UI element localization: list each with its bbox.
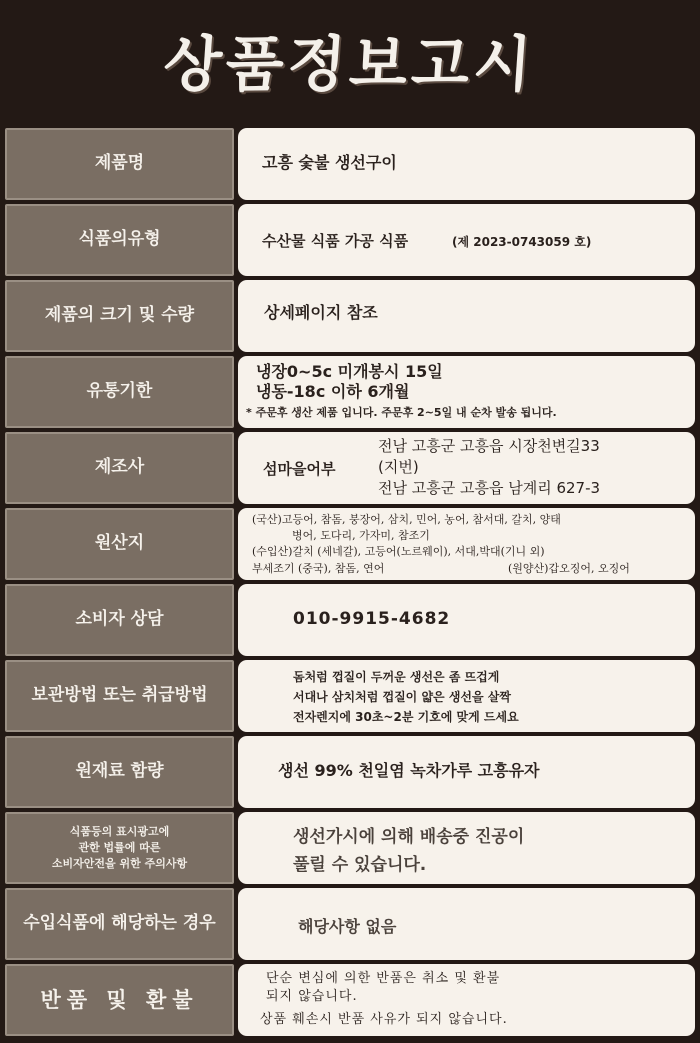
safety-line-1: 생선가시에 의해 배송중 진공이	[293, 827, 525, 847]
manufacturer-address-lot: 전남 고흥군 고흥읍 남계리 627-3	[378, 479, 601, 497]
page-title: 상품정보고시	[161, 30, 538, 100]
ingredients-text: 생선 99% 천일염 녹차가루 고흥유자	[278, 761, 540, 780]
row-storage	[5, 659, 695, 735]
row-imported-food	[5, 887, 695, 963]
label-safety-line-1: 식품등의 표시광고에	[69, 825, 170, 839]
row-origin	[5, 507, 695, 583]
label-safety-line-3: 소비자안전을 위한 주의사항	[51, 856, 188, 870]
value-returns	[238, 964, 695, 1036]
value-storage	[238, 660, 695, 732]
size-quantity-text: 상세페이지 참조	[264, 303, 378, 322]
value-origin	[238, 508, 695, 580]
imported-food-text: 해당사항 없음	[298, 917, 397, 936]
value-safety	[238, 812, 695, 884]
row-returns	[5, 963, 695, 1039]
manufacturer-address-lot-label: (지번)	[378, 458, 419, 476]
row-ingredients	[5, 735, 695, 811]
consumer-phone: 010-9915-4682	[293, 609, 451, 629]
returns-line-2: 되지 않습니다.	[266, 989, 358, 1004]
label-origin: 원산지	[5, 508, 234, 580]
origin-deep-sea: (원양산)갑오징어, 오징어	[508, 562, 630, 575]
origin-imported: (수입산)갈치 (세네갈), 고등어(노르웨이), 서대,박대(기니 외)	[252, 545, 545, 558]
label-food-type: 식품의유형	[5, 204, 234, 276]
label-manufacturer: 제조사	[5, 432, 234, 504]
food-type-text: 수산물 식품 가공 식품	[262, 232, 409, 250]
product-name-text: 고흥 숯불 생선구이	[262, 153, 397, 172]
value-food-type	[238, 204, 695, 276]
storage-line-2: 서대나 삼치처럼 껍질이 얇은 생선을 살짝	[293, 690, 511, 704]
label-safety-line-2: 관한 법률에 따른	[78, 841, 161, 855]
header	[0, 0, 700, 120]
origin-imported-cont: 부세조기 (중국), 참돔, 연어	[252, 562, 385, 575]
label-ingredients: 원재료 함량	[5, 736, 234, 808]
info-table	[5, 127, 695, 1039]
value-manufacturer	[238, 432, 695, 504]
label-storage: 보관방법 또는 취급방법	[5, 660, 234, 732]
value-imported-food	[238, 888, 695, 960]
label-consumer-contact: 소비자 상담	[5, 584, 234, 656]
origin-domestic: (국산)고등어, 참돔, 붕장어, 삼치, 민어, 농어, 참서대, 갈치, 양태	[252, 513, 561, 526]
storage-line-3: 전자렌지에 30초~2분 기호에 맞게 드세요	[293, 710, 519, 724]
row-consumer-contact	[5, 583, 695, 659]
value-size-quantity	[238, 280, 695, 352]
label-returns: 반품 및 환불	[5, 964, 234, 1036]
row-food-type	[5, 203, 695, 279]
row-manufacturer	[5, 431, 695, 507]
storage-line-1: 돔처럼 껍질이 두꺼운 생선은 좀 뜨겁게	[293, 670, 500, 684]
manufacturer-address-road: 전남 고흥군 고흥읍 시장천변길33	[378, 437, 600, 455]
manufacturer-name: 섬마을어부	[263, 460, 336, 478]
row-expiry	[5, 355, 695, 431]
value-expiry	[238, 356, 695, 428]
expiry-refrigerated: 냉장0~5c 미개봉시 15일	[256, 362, 443, 381]
returns-line-1: 단순 변심에 의한 반품은 취소 및 환불	[266, 971, 501, 986]
label-product-name: 제품명	[5, 128, 234, 200]
origin-domestic-cont: 병어, 도다리, 가자미, 참조기	[292, 529, 430, 542]
row-safety	[5, 811, 695, 887]
safety-line-2: 풀릴 수 있습니다.	[293, 855, 427, 875]
returns-line-3: 상품 훼손시 반품 사유가 되지 않습니다.	[260, 1012, 508, 1027]
value-consumer-contact	[238, 584, 695, 656]
label-size-quantity: 제품의 크기 및 수량	[5, 280, 234, 352]
food-type-number: (제 2023-0743059 호)	[452, 235, 592, 249]
expiry-frozen: 냉동-18c 이하 6개월	[256, 382, 410, 401]
value-ingredients	[238, 736, 695, 808]
label-imported-food: 수입식품에 해당하는 경우	[5, 888, 234, 960]
label-expiry: 유통기한	[5, 356, 234, 428]
row-product-name	[5, 127, 695, 203]
label-safety	[5, 812, 234, 884]
row-size-quantity	[5, 279, 695, 355]
expiry-note: * 주문후 생산 제품 입니다. 주문후 2~5일 내 순차 발송 됩니다.	[246, 406, 557, 419]
value-product-name	[238, 128, 695, 200]
